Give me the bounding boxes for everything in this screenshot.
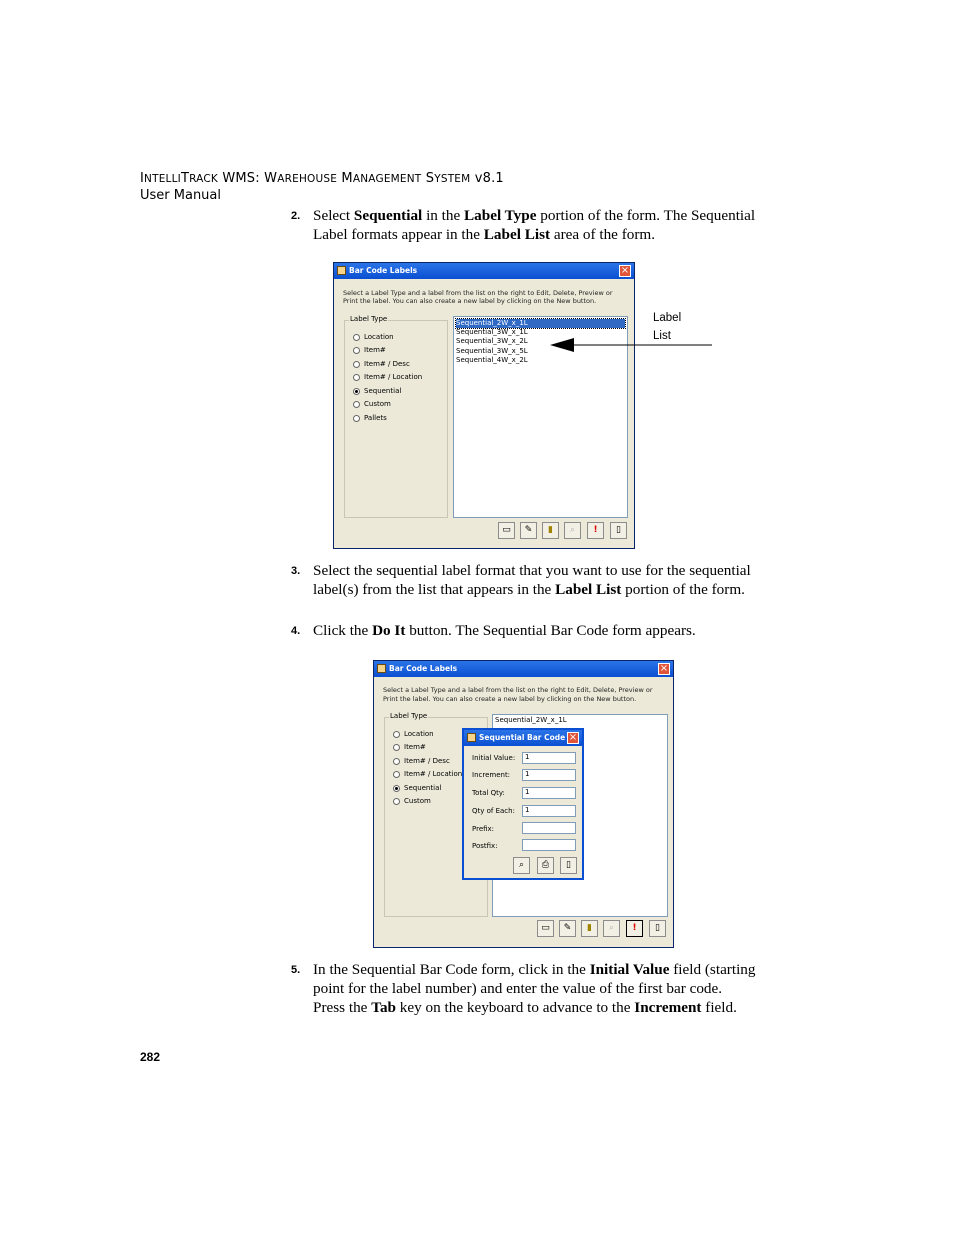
app-icon — [337, 266, 346, 275]
trash-icon: ▮ — [587, 923, 592, 933]
initial-value-field[interactable]: 1 — [522, 752, 576, 764]
edit-button[interactable] — [559, 920, 576, 937]
step-number: 5. — [291, 964, 301, 976]
edit-button[interactable] — [520, 522, 537, 539]
exit-door-icon: ▯ — [566, 860, 571, 870]
step-5 — [291, 960, 756, 1017]
radio-item-desc[interactable]: Item# / Desc — [353, 359, 410, 369]
window-title: Bar Code Labels — [389, 664, 458, 673]
sequential-bar-code-dialog — [462, 728, 584, 880]
increment-label: Increment: — [472, 771, 511, 779]
step-number: 2. — [291, 210, 301, 222]
step-text: Click the Do It button. The Sequential Bar Code form appears. — [313, 622, 696, 639]
step-text: Select Sequential in the Label Type portion of the form. The Sequential Label formats appear in the Label List area of the form. — [313, 207, 756, 243]
list-item[interactable]: Sequential_2W_x_1L — [495, 716, 567, 724]
exit-door-icon: ▯ — [655, 923, 660, 933]
edit-icon: ✎ — [563, 923, 572, 933]
app-icon — [467, 733, 476, 742]
new-label-icon: ▭ — [541, 923, 550, 933]
radio-custom[interactable]: Custom — [393, 796, 431, 806]
radio-location[interactable]: Location — [353, 332, 394, 342]
exclamation-icon: ! — [593, 525, 598, 535]
radio-icon — [353, 401, 360, 408]
dialog-title: Sequential Bar Code — [479, 733, 566, 742]
radio-icon — [353, 415, 360, 422]
radio-sequential[interactable]: Sequential — [393, 783, 441, 793]
exit-button[interactable] — [649, 920, 666, 937]
list-item[interactable]: Sequential_3W_x_5L — [456, 347, 528, 355]
group-label: Label Type — [390, 712, 428, 720]
radio-item-location[interactable]: Item# / Location — [353, 372, 422, 382]
prefix-field[interactable] — [522, 822, 576, 834]
list-item[interactable]: Sequential_4W_x_2L — [456, 356, 528, 364]
radio-icon — [393, 758, 400, 765]
preview-icon: ⌕ — [608, 923, 615, 933]
list-item[interactable]: Sequential_3W_x_1L — [456, 328, 528, 336]
delete-button[interactable] — [542, 522, 559, 539]
radio-pallets[interactable]: Pallets — [353, 413, 387, 423]
step-2 — [291, 206, 756, 244]
app-icon — [377, 664, 386, 673]
bar-code-labels-window — [333, 262, 635, 549]
radio-icon — [393, 771, 400, 778]
window-title: Bar Code Labels — [349, 266, 418, 275]
preview-button[interactable] — [564, 522, 581, 539]
arrow-head-icon — [550, 338, 574, 352]
radio-item-location[interactable]: Item# / Location — [393, 769, 462, 779]
exit-button[interactable] — [560, 857, 577, 874]
callout-line-2: List — [653, 330, 671, 342]
radio-item-desc[interactable]: Item# / Desc — [393, 756, 450, 766]
instructions-line-2: Print the label. You can also create a new label by clicking on the New button. — [343, 297, 597, 305]
postfix-label: Postfix: — [472, 842, 498, 850]
running-header-title: INTELLITRACK WMS: WAREHOUSE MANAGEMENT SYSTEM v8.1 — [140, 171, 504, 186]
list-item[interactable]: Sequential_2W_x_1L — [456, 319, 625, 328]
qty-of-each-label: Qty of Each: — [472, 807, 515, 815]
instructions-line-1: Select a Label Type and a label from the list on the right to Edit, Delete, Preview or — [383, 686, 653, 694]
do-it-button[interactable] — [626, 920, 643, 937]
title-bar — [334, 263, 634, 279]
preview-icon: ⌕ — [518, 860, 525, 870]
printer-icon: ⎙ — [541, 860, 550, 870]
edit-icon: ✎ — [524, 525, 533, 535]
radio-sequential[interactable]: Sequential — [353, 386, 401, 396]
print-button[interactable] — [537, 857, 554, 874]
qty-of-each-field[interactable]: 1 — [522, 805, 576, 817]
label-type-group — [344, 315, 448, 518]
exit-button[interactable] — [610, 522, 627, 539]
close-button[interactable]: × — [568, 732, 578, 743]
radio-icon — [353, 374, 360, 381]
list-item[interactable]: Sequential_3W_x_2L — [456, 337, 528, 345]
dialog-title-bar — [464, 730, 582, 746]
group-label: Label Type — [350, 315, 388, 323]
callout-line-1: Label — [653, 312, 682, 324]
step-4 — [291, 621, 756, 640]
callout-arrow — [548, 335, 714, 355]
total-qty-field[interactable]: 1 — [522, 787, 576, 799]
radio-icon — [353, 361, 360, 368]
step-3 — [291, 561, 756, 599]
close-button[interactable]: × — [659, 663, 669, 674]
running-header-subtitle: User Manual — [140, 188, 222, 203]
radio-item[interactable]: Item# — [393, 742, 426, 752]
increment-field[interactable]: 1 — [522, 769, 576, 781]
step-text: Select the sequential label format that you want to use for the sequential label(s) from the list that appears in the Label List portion of the form. — [313, 562, 751, 598]
new-button[interactable] — [498, 522, 515, 539]
radio-icon — [393, 744, 400, 751]
radio-location[interactable]: Location — [393, 729, 434, 739]
title-bar — [374, 661, 673, 677]
page-number: 282 — [140, 1050, 161, 1064]
radio-custom[interactable]: Custom — [353, 399, 391, 409]
exclamation-icon: ! — [632, 923, 637, 933]
radio-icon — [353, 334, 360, 341]
step-number: 3. — [291, 565, 301, 577]
radio-icon — [393, 785, 400, 792]
do-it-button[interactable] — [587, 522, 604, 539]
trash-icon: ▮ — [548, 525, 553, 535]
postfix-field[interactable] — [522, 839, 576, 851]
radio-item[interactable]: Item# — [353, 345, 386, 355]
radio-icon — [353, 388, 360, 395]
exit-door-icon: ▯ — [616, 525, 621, 535]
preview-button[interactable] — [603, 920, 620, 937]
delete-button[interactable] — [581, 920, 598, 937]
preview-button[interactable] — [513, 857, 530, 874]
instructions-line-1: Select a Label Type and a label from the list on the right to Edit, Delete, Preview or — [343, 289, 613, 297]
step-text: In the Sequential Bar Code form, click in the Initial Value field (starting point for the label number) and enter the value of the first bar code. Press the Tab key on the keyboard to advance to the Increment field. — [313, 961, 756, 1016]
prefix-label: Prefix: — [472, 825, 495, 833]
radio-icon — [393, 798, 400, 805]
total-qty-label: Total Qty: — [472, 789, 505, 797]
preview-icon: ⌕ — [569, 525, 576, 535]
radio-icon — [393, 731, 400, 738]
new-label-icon: ▭ — [502, 525, 511, 535]
initial-value-label: Initial Value: — [472, 754, 516, 762]
new-button[interactable] — [537, 920, 554, 937]
radio-icon — [353, 347, 360, 354]
instructions-line-2: Print the label. You can also create a new label by clicking on the New button. — [383, 695, 637, 703]
step-number: 4. — [291, 625, 301, 637]
close-button[interactable]: × — [620, 265, 630, 276]
